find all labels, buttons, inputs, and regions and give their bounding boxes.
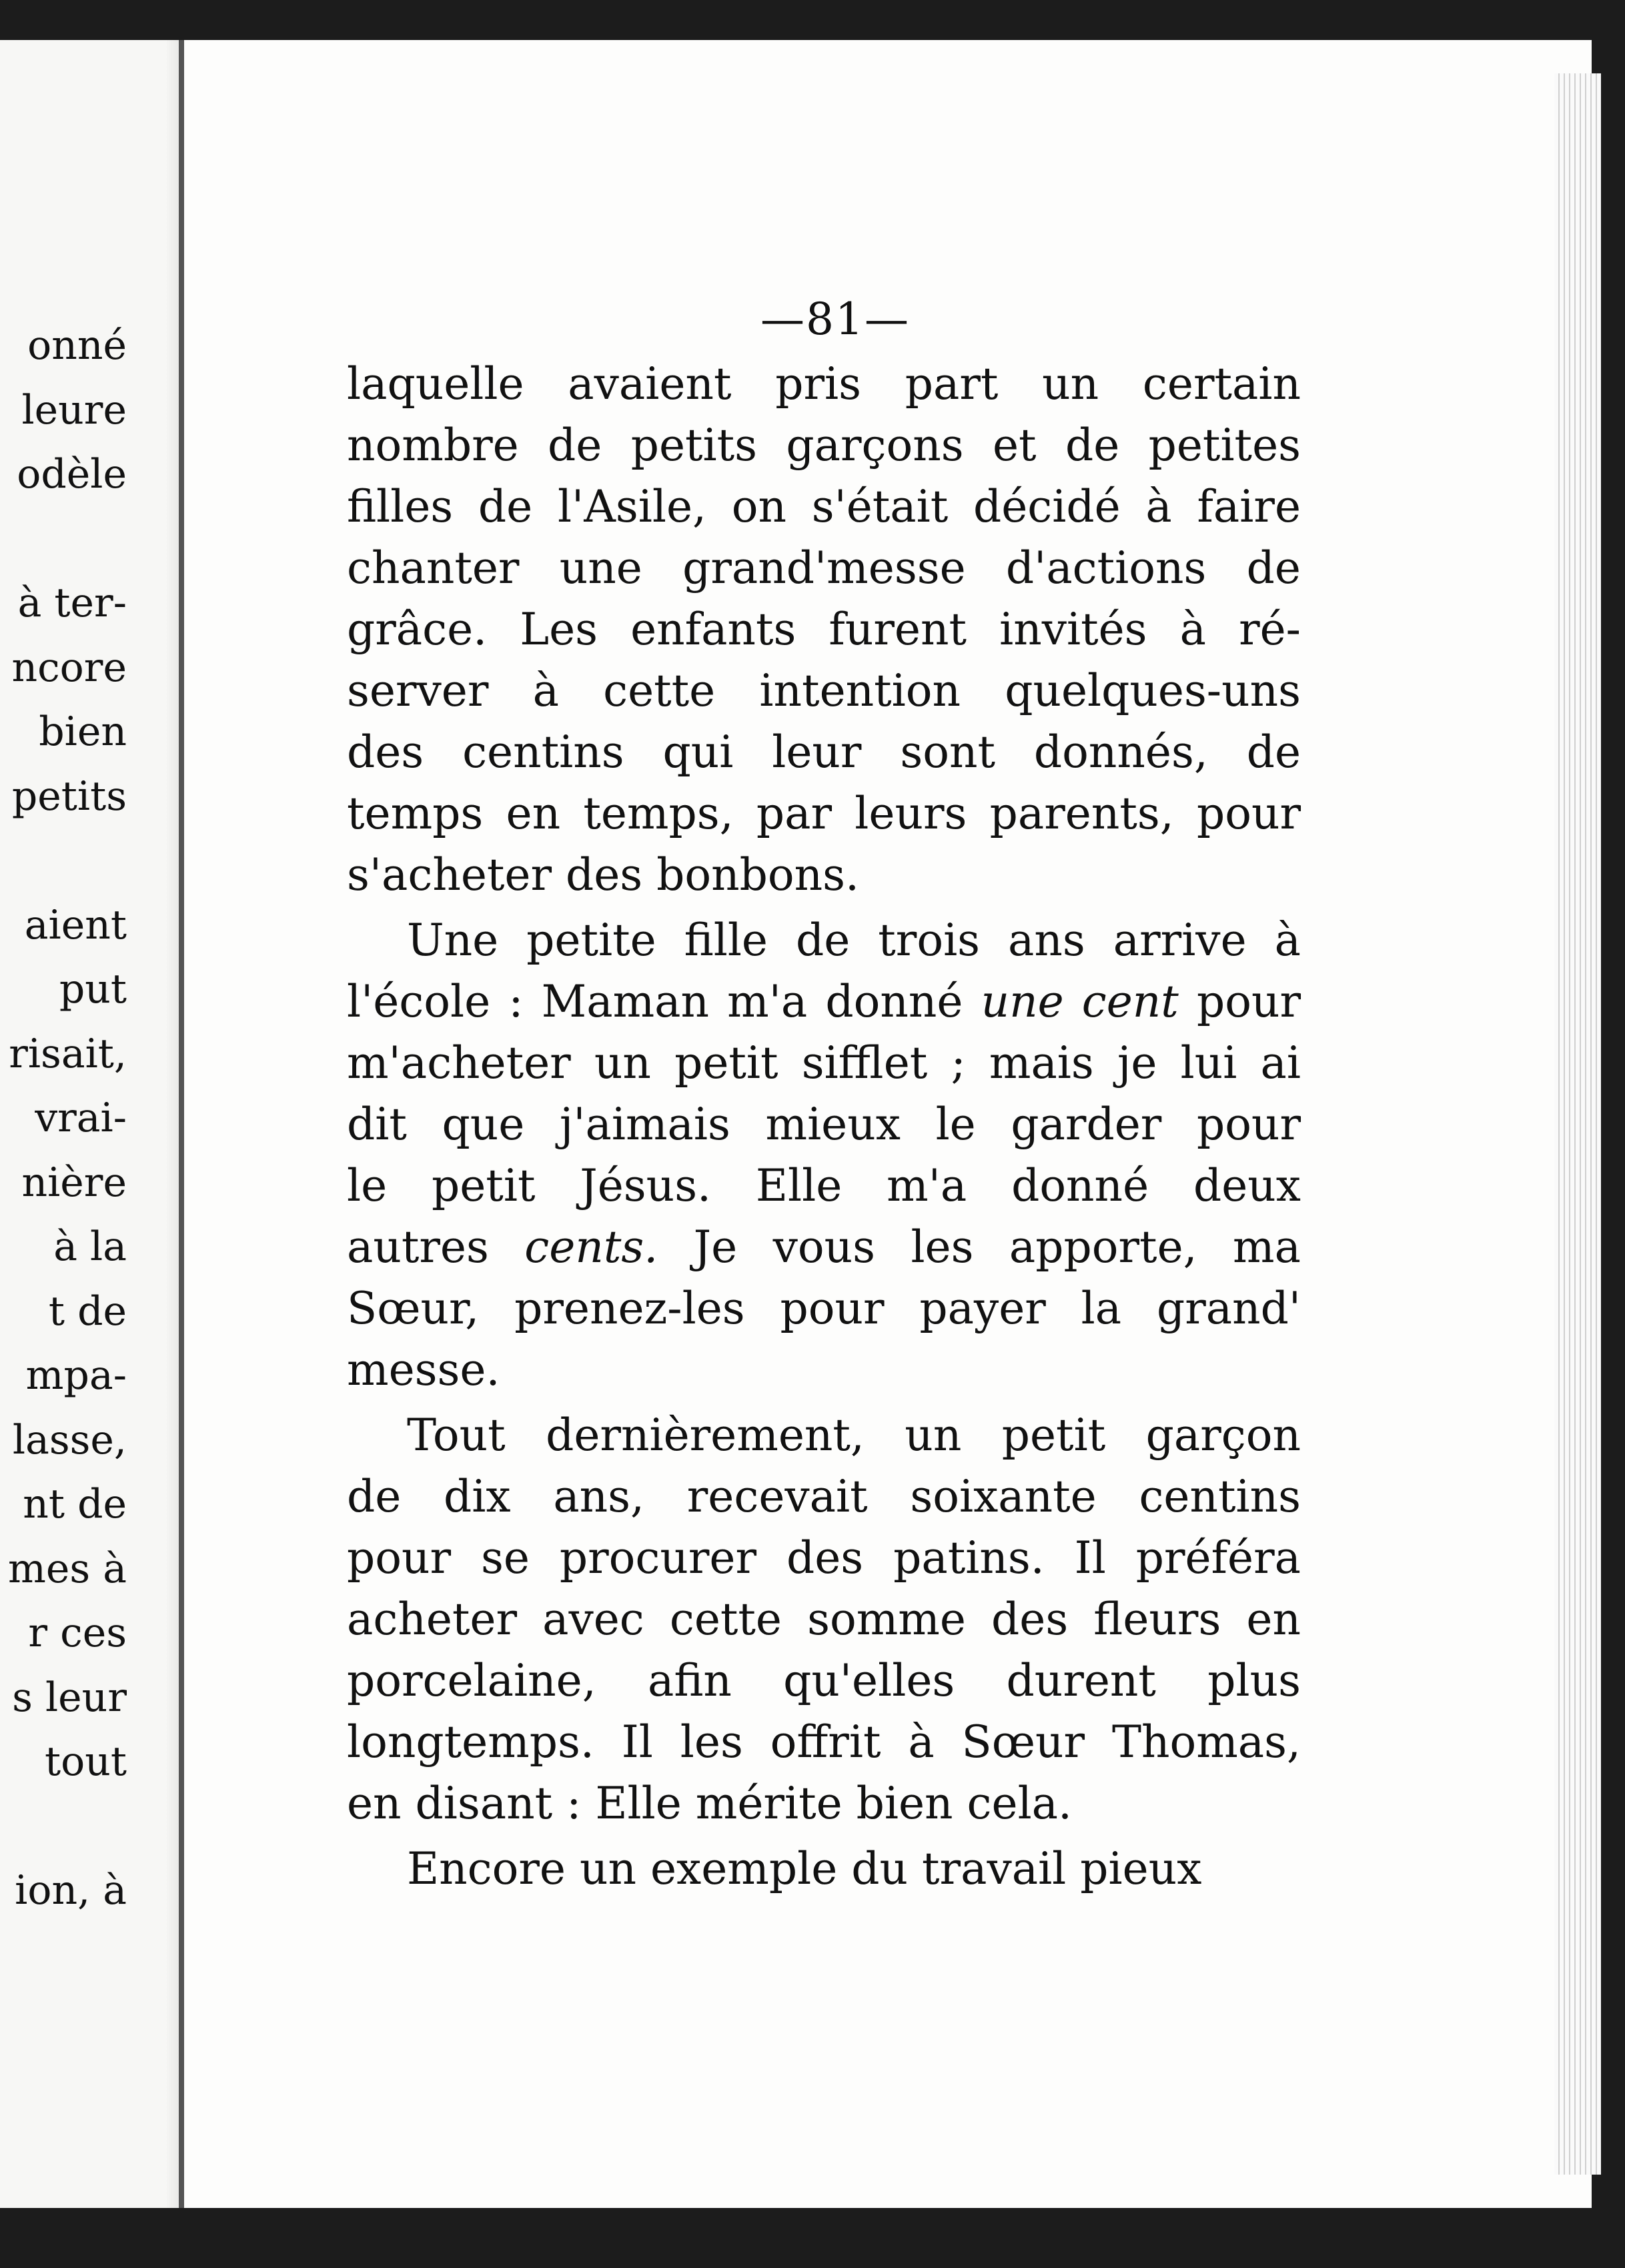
italic-text: une cent — [981, 976, 1179, 1027]
body-text — [347, 354, 1301, 1904]
left-page-line: aient — [24, 901, 127, 949]
left-page-line: mes à — [7, 1545, 127, 1592]
text-line: le petit Jésus. Elle m'a donné deux — [347, 1160, 1301, 1211]
text-line: Une petite fille de trois ans arrive à — [407, 915, 1301, 966]
text-line: Tout dernièrement, un petit garçon — [407, 1409, 1301, 1461]
left-page-line: leure — [21, 386, 127, 434]
left-page-text — [0, 314, 127, 1923]
left-page-line: nt de — [23, 1481, 127, 1528]
left-page-line: t de — [48, 1287, 127, 1335]
left-page-line: vrai- — [35, 1095, 127, 1141]
left-page-line: r ces — [28, 1610, 127, 1656]
left-page-line: à ter- — [17, 580, 127, 626]
paragraph — [347, 1405, 1301, 1834]
left-page-line — [0, 828, 127, 893]
left-page-line: risait, — [9, 1030, 127, 1077]
left-page-line — [0, 507, 127, 572]
left-page-line: lasse, — [12, 1416, 127, 1464]
left-page-line: onné — [27, 322, 127, 369]
text-line: messe. — [347, 1344, 500, 1395]
page-number: —81— — [760, 294, 910, 345]
text-line: porcelaine, afin qu'elles durent plus — [347, 1655, 1301, 1706]
text-line: longtemps. Il les offrit à Sœur Thomas, — [347, 1716, 1301, 1768]
left-page-line — [0, 1794, 127, 1859]
left-page-line: ion, à — [15, 1867, 127, 1914]
left-page-line: à la — [53, 1223, 127, 1270]
text-line: Encore un exemple du travail pieux — [407, 1843, 1202, 1894]
left-page-line: s leur — [12, 1674, 127, 1721]
text-line: s'acheter des bonbons. — [347, 849, 859, 901]
left-page-line: petits — [11, 772, 127, 820]
text-line: de dix ans, recevait soixante centins — [347, 1471, 1301, 1522]
text-line: temps en temps, par leurs parents, pour — [347, 788, 1301, 839]
left-page-line: bien — [39, 708, 127, 755]
text-line: filles de l'Asile, on s'était décidé à faire — [347, 481, 1301, 532]
text-line: chanter une grand'messe d'actions de — [347, 542, 1301, 594]
left-page-line: mpa- — [25, 1352, 127, 1399]
text-line: laquelle avaient pris part un certain — [347, 358, 1301, 410]
text-line: autres cents. Je vous les apporte, ma — [347, 1221, 1301, 1273]
paragraph — [347, 354, 1301, 906]
text-line: grâce. Les enfants furent invités à ré- — [347, 604, 1301, 655]
left-page-line: nière — [21, 1159, 127, 1206]
paragraph — [347, 1838, 1301, 1900]
text-line: nombre de petits garçons et de petites — [347, 420, 1301, 471]
left-page-line: ncore — [11, 644, 127, 691]
left-page-line: put — [59, 966, 127, 1013]
text-line: acheter avec cette somme des fleurs en — [347, 1594, 1301, 1645]
text-line: pour se procurer des patins. Il préféra — [347, 1532, 1301, 1584]
text-line: en disant : Elle mérite bien cela. — [347, 1778, 1073, 1829]
text-line: m'acheter un petit sifflet ; mais je lui ai — [347, 1037, 1301, 1089]
paragraph — [347, 910, 1301, 1401]
text-line: dit que j'aimais mieux le garder pour — [347, 1099, 1301, 1150]
text-line: server à cette intention quelques-uns — [347, 665, 1301, 716]
italic-text: cents. — [524, 1221, 658, 1273]
text-line: Sœur, prenez-les pour payer la grand' — [347, 1283, 1301, 1334]
left-page-line: odèle — [17, 451, 127, 498]
text-line: l'école : Maman m'a donné une cent pour — [347, 976, 1301, 1027]
left-page-line: tout — [45, 1738, 127, 1785]
page-edges — [1554, 73, 1601, 2175]
text-line: des centins qui leur sont donnés, de — [347, 726, 1301, 778]
